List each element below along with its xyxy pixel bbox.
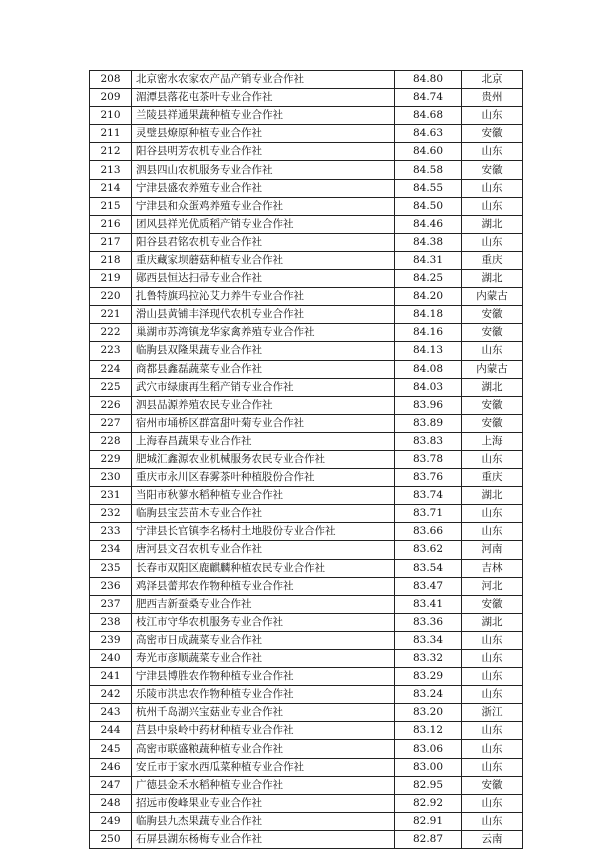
cooperative-name-cell: 广德县金禾水稻种植专业合作社	[132, 776, 395, 794]
score-cell: 84.18	[395, 306, 462, 324]
province-cell: 山东	[462, 450, 523, 468]
cooperative-name-cell: 招远市俊峰果业专业合作社	[132, 794, 395, 812]
table-row	[90, 613, 523, 631]
province-cell: 安徽	[462, 776, 523, 794]
rank-cell: 211	[90, 125, 132, 143]
cooperative-name-cell: 莒县中泉岭中药材种植专业合作社	[132, 722, 395, 740]
rank-cell: 243	[90, 704, 132, 722]
table-row	[90, 324, 523, 342]
table-row	[90, 487, 523, 505]
province-cell: 安徽	[462, 125, 523, 143]
cooperative-name-cell: 肥西吉新蚕桑专业合作社	[132, 595, 395, 613]
cooperative-name-cell: 北京密水农家农产品产销专业合作社	[132, 71, 395, 89]
province-cell: 安徽	[462, 161, 523, 179]
table-row	[90, 704, 523, 722]
rank-cell: 225	[90, 378, 132, 396]
cooperative-name-cell: 重庆藏家坝蘑菇种植专业合作社	[132, 251, 395, 269]
cooperative-name-cell: 宁津县博胜农作物种植专业合作社	[132, 668, 395, 686]
province-cell: 山东	[462, 650, 523, 668]
score-cell: 83.54	[395, 559, 462, 577]
rank-cell: 248	[90, 794, 132, 812]
table-row	[90, 71, 523, 89]
score-cell: 84.25	[395, 270, 462, 288]
province-cell: 山东	[462, 758, 523, 776]
table-row	[90, 270, 523, 288]
cooperative-name-cell: 宁津县长官镇李名杨村土地股份专业合作社	[132, 523, 395, 541]
province-cell: 湖北	[462, 613, 523, 631]
cooperative-name-cell: 上海春昌蔬果专业合作社	[132, 432, 395, 450]
province-cell: 河南	[462, 541, 523, 559]
province-cell: 内蒙古	[462, 288, 523, 306]
cooperative-name-cell: 肥城汇鑫源农业机械服务农民专业合作社	[132, 450, 395, 468]
score-cell: 84.13	[395, 342, 462, 360]
cooperative-name-cell: 鸡泽县蕾邦农作物种植专业合作社	[132, 577, 395, 595]
cooperative-name-cell: 灵璧县燎原种植专业合作社	[132, 125, 395, 143]
province-cell: 安徽	[462, 324, 523, 342]
cooperative-name-cell: 兰陵县祥通果蔬种植专业合作社	[132, 107, 395, 125]
cooperative-name-cell: 湄潭县落花屯茶叶专业合作社	[132, 89, 395, 107]
province-cell: 贵州	[462, 89, 523, 107]
rank-cell: 233	[90, 523, 132, 541]
table-row	[90, 107, 523, 125]
table-row	[90, 197, 523, 215]
table-row	[90, 631, 523, 649]
rank-cell: 224	[90, 360, 132, 378]
province-cell: 湖北	[462, 270, 523, 288]
score-cell: 83.06	[395, 740, 462, 758]
province-cell: 湖北	[462, 487, 523, 505]
cooperative-name-cell: 泗县品源养殖农民专业合作社	[132, 396, 395, 414]
score-cell: 84.50	[395, 197, 462, 215]
table-row	[90, 414, 523, 432]
province-cell: 山东	[462, 233, 523, 251]
cooperative-name-cell: 长春市双阳区鹿麒麟种植农民专业合作社	[132, 559, 395, 577]
cooperative-name-cell: 当阳市秋蓼水稻种植专业合作社	[132, 487, 395, 505]
province-cell: 云南	[462, 830, 523, 848]
province-cell: 山东	[462, 668, 523, 686]
score-cell: 84.60	[395, 143, 462, 161]
province-cell: 重庆	[462, 469, 523, 487]
score-cell: 84.55	[395, 179, 462, 197]
cooperative-name-cell: 巢湖市苏湾镇龙华家禽养殖专业合作社	[132, 324, 395, 342]
score-cell: 83.12	[395, 722, 462, 740]
table-row	[90, 812, 523, 830]
score-cell: 83.24	[395, 686, 462, 704]
province-cell: 浙江	[462, 704, 523, 722]
score-cell: 83.29	[395, 668, 462, 686]
table-row	[90, 342, 523, 360]
rank-cell: 222	[90, 324, 132, 342]
cooperative-name-cell: 临朐县双隆果蔬专业合作社	[132, 342, 395, 360]
province-cell: 山东	[462, 740, 523, 758]
cooperative-name-cell: 临朐县宝芸苗木专业合作社	[132, 505, 395, 523]
table-row	[90, 125, 523, 143]
province-cell: 安徽	[462, 414, 523, 432]
cooperative-name-cell: 临朐县九杰果蔬专业合作社	[132, 812, 395, 830]
score-cell: 84.68	[395, 107, 462, 125]
table-row	[90, 251, 523, 269]
cooperative-name-cell: 乐陵市洪忠农作物种植专业合作社	[132, 686, 395, 704]
table-row	[90, 830, 523, 848]
province-cell: 山东	[462, 722, 523, 740]
cooperative-name-cell: 杭州千岛湖兴宝菇业专业合作社	[132, 704, 395, 722]
rank-cell: 214	[90, 179, 132, 197]
cooperative-name-cell: 重庆市永川区春雾茶叶种植股份合作社	[132, 469, 395, 487]
table-row	[90, 288, 523, 306]
province-cell: 山东	[462, 342, 523, 360]
score-cell: 84.63	[395, 125, 462, 143]
table-row	[90, 650, 523, 668]
cooperative-name-cell: 团风县祥光优质稻产销专业合作社	[132, 215, 395, 233]
score-cell: 83.32	[395, 650, 462, 668]
score-cell: 84.03	[395, 378, 462, 396]
cooperative-name-cell: 武穴市绿康再生稻产销专业合作社	[132, 378, 395, 396]
cooperative-name-cell: 泗县四山农机服务专业合作社	[132, 161, 395, 179]
table-row	[90, 396, 523, 414]
rank-cell: 219	[90, 270, 132, 288]
score-cell: 83.83	[395, 432, 462, 450]
cooperative-name-cell: 安丘市于家水西瓜菜种植专业合作社	[132, 758, 395, 776]
province-cell: 湖北	[462, 215, 523, 233]
score-cell: 83.76	[395, 469, 462, 487]
table-row	[90, 161, 523, 179]
score-cell: 82.87	[395, 830, 462, 848]
province-cell: 山东	[462, 794, 523, 812]
rank-cell: 210	[90, 107, 132, 125]
rank-cell: 223	[90, 342, 132, 360]
table-row	[90, 469, 523, 487]
table-row	[90, 559, 523, 577]
table-row	[90, 758, 523, 776]
table-row	[90, 215, 523, 233]
score-cell: 84.31	[395, 251, 462, 269]
rank-cell: 234	[90, 541, 132, 559]
cooperative-name-cell: 唐河县文召农机专业合作社	[132, 541, 395, 559]
province-cell: 山东	[462, 631, 523, 649]
score-cell: 83.96	[395, 396, 462, 414]
cooperative-name-cell: 阳谷县明芳农机专业合作社	[132, 143, 395, 161]
rank-cell: 227	[90, 414, 132, 432]
cooperative-name-cell: 石屏县湖东杨梅专业合作社	[132, 830, 395, 848]
score-cell: 84.80	[395, 71, 462, 89]
score-cell: 84.58	[395, 161, 462, 179]
score-cell: 83.74	[395, 487, 462, 505]
score-cell: 83.20	[395, 704, 462, 722]
rank-cell: 208	[90, 71, 132, 89]
province-cell: 山东	[462, 505, 523, 523]
cooperative-name-cell: 宁津县盛农养殖专业合作社	[132, 179, 395, 197]
rank-cell: 244	[90, 722, 132, 740]
rank-cell: 249	[90, 812, 132, 830]
score-cell: 84.20	[395, 288, 462, 306]
score-cell: 83.34	[395, 631, 462, 649]
score-cell: 83.62	[395, 541, 462, 559]
province-cell: 山东	[462, 686, 523, 704]
score-cell: 84.16	[395, 324, 462, 342]
rank-cell: 246	[90, 758, 132, 776]
rank-cell: 250	[90, 830, 132, 848]
province-cell: 湖北	[462, 378, 523, 396]
rank-cell: 236	[90, 577, 132, 595]
score-cell: 84.46	[395, 215, 462, 233]
score-cell: 82.92	[395, 794, 462, 812]
rank-cell: 247	[90, 776, 132, 794]
cooperative-name-cell: 寿光市彦顺蔬菜专业合作社	[132, 650, 395, 668]
province-cell: 山东	[462, 143, 523, 161]
province-cell: 内蒙古	[462, 360, 523, 378]
rank-cell: 228	[90, 432, 132, 450]
rank-cell: 216	[90, 215, 132, 233]
rank-cell: 220	[90, 288, 132, 306]
province-cell: 河北	[462, 577, 523, 595]
cooperative-name-cell: 阳谷县君铭农机专业合作社	[132, 233, 395, 251]
cooperative-name-cell: 高密市联盛粮蔬种植专业合作社	[132, 740, 395, 758]
cooperative-name-cell: 宁津县和众蛋鸡养殖专业合作社	[132, 197, 395, 215]
rank-cell: 239	[90, 631, 132, 649]
province-cell: 山东	[462, 107, 523, 125]
cooperative-name-cell: 枝江市守华农机服务专业合作社	[132, 613, 395, 631]
rank-cell: 226	[90, 396, 132, 414]
rank-cell: 232	[90, 505, 132, 523]
score-cell: 84.38	[395, 233, 462, 251]
table-row	[90, 306, 523, 324]
province-cell: 安徽	[462, 595, 523, 613]
province-cell: 上海	[462, 432, 523, 450]
cooperative-name-cell: 郧西县恒达扫帚专业合作社	[132, 270, 395, 288]
table-row	[90, 523, 523, 541]
rank-cell: 238	[90, 613, 132, 631]
table-row	[90, 450, 523, 468]
table-row	[90, 179, 523, 197]
province-cell: 重庆	[462, 251, 523, 269]
score-cell: 84.08	[395, 360, 462, 378]
province-cell: 山东	[462, 523, 523, 541]
cooperative-name-cell: 滑山县黄铺丰泽现代农机专业合作社	[132, 306, 395, 324]
table-row	[90, 505, 523, 523]
province-cell: 山东	[462, 812, 523, 830]
rank-cell: 221	[90, 306, 132, 324]
table-row	[90, 89, 523, 107]
rank-cell: 245	[90, 740, 132, 758]
table-row	[90, 722, 523, 740]
cooperative-name-cell: 宿州市埇桥区群富甜叶菊专业合作社	[132, 414, 395, 432]
rank-cell: 241	[90, 668, 132, 686]
table-row	[90, 233, 523, 251]
score-cell: 83.41	[395, 595, 462, 613]
score-cell: 83.71	[395, 505, 462, 523]
table-row	[90, 541, 523, 559]
rank-cell: 212	[90, 143, 132, 161]
rank-cell: 235	[90, 559, 132, 577]
rank-cell: 237	[90, 595, 132, 613]
table-row	[90, 794, 523, 812]
score-cell: 83.89	[395, 414, 462, 432]
province-cell: 安徽	[462, 306, 523, 324]
province-cell: 山东	[462, 197, 523, 215]
ranking-table	[89, 70, 523, 849]
province-cell: 山东	[462, 179, 523, 197]
table-row	[90, 668, 523, 686]
table-row	[90, 740, 523, 758]
cooperative-name-cell: 高密市日成蔬菜专业合作社	[132, 631, 395, 649]
score-cell: 83.47	[395, 577, 462, 595]
rank-cell: 242	[90, 686, 132, 704]
cooperative-name-cell: 扎鲁特旗玛拉沁艾力养牛专业合作社	[132, 288, 395, 306]
rank-cell: 231	[90, 487, 132, 505]
rank-cell: 213	[90, 161, 132, 179]
rank-cell: 215	[90, 197, 132, 215]
score-cell: 83.78	[395, 450, 462, 468]
table-row	[90, 686, 523, 704]
rank-cell: 229	[90, 450, 132, 468]
table-row	[90, 776, 523, 794]
table-row	[90, 143, 523, 161]
table-row	[90, 432, 523, 450]
ranking-table-body	[90, 71, 523, 849]
rank-cell: 218	[90, 251, 132, 269]
province-cell: 北京	[462, 71, 523, 89]
rank-cell: 217	[90, 233, 132, 251]
score-cell: 83.36	[395, 613, 462, 631]
rank-cell: 230	[90, 469, 132, 487]
rank-cell: 240	[90, 650, 132, 668]
cooperative-name-cell: 商都县鑫磊蔬菜专业合作社	[132, 360, 395, 378]
table-row	[90, 595, 523, 613]
rank-cell: 209	[90, 89, 132, 107]
score-cell: 83.00	[395, 758, 462, 776]
table-row	[90, 360, 523, 378]
score-cell: 84.74	[395, 89, 462, 107]
score-cell: 83.66	[395, 523, 462, 541]
score-cell: 82.95	[395, 776, 462, 794]
province-cell: 吉林	[462, 559, 523, 577]
table-row	[90, 577, 523, 595]
province-cell: 安徽	[462, 396, 523, 414]
score-cell: 82.91	[395, 812, 462, 830]
table-row	[90, 378, 523, 396]
